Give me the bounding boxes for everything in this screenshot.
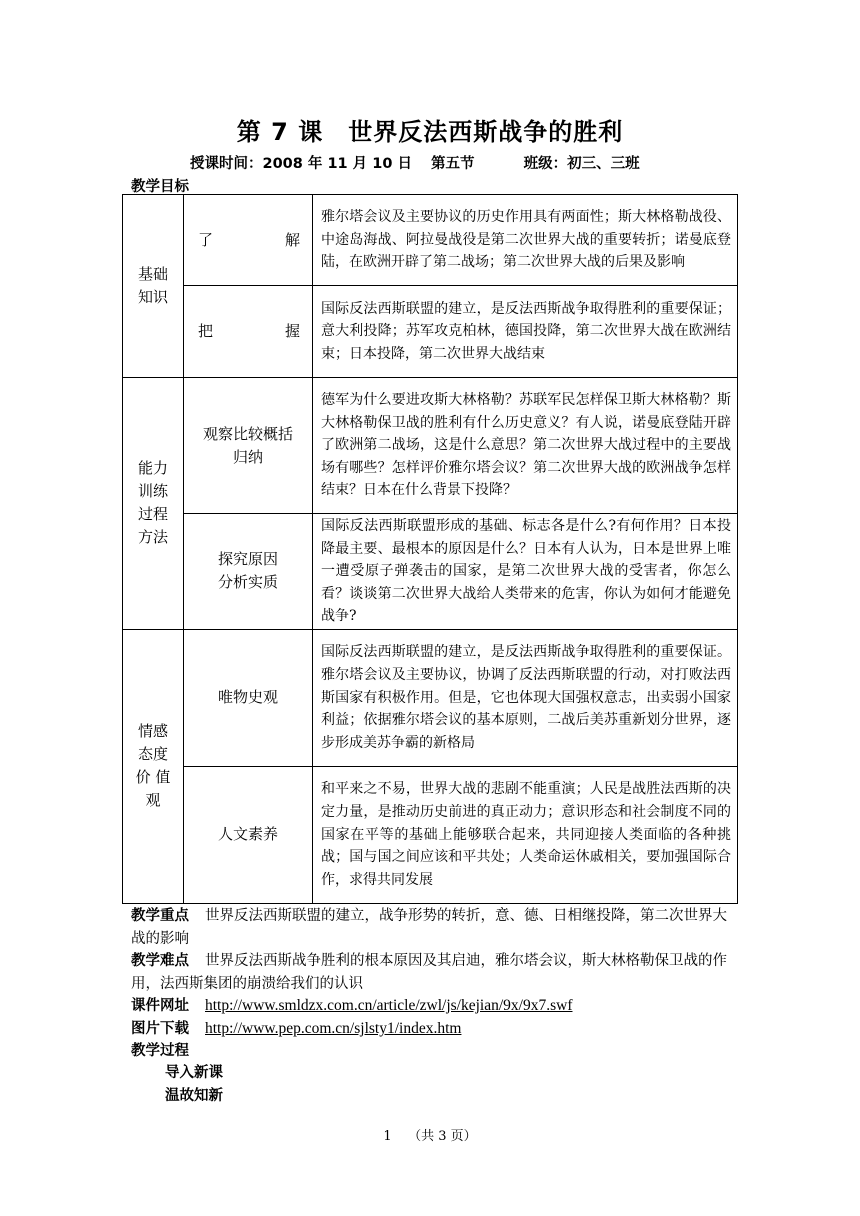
subcategory-observe: 观察比较概括 归纳 <box>184 378 313 514</box>
lesson-time: 授课时间：2008 年 11 月 10 日 <box>190 156 412 172</box>
process-label: 教学过程 <box>131 1043 189 1059</box>
lesson-info <box>190 152 654 173</box>
objective-text: 和平来之不易，世界大战的悲剧不能重演；人民是战胜法西斯的决定力量，是推动历史前进的真正动力；意识形态和社会制度不同的国家在平等的基础上能够联合起来，共同迎接人类面临的各种挑战；国与国之间应该和平共处；人类命运休戚相关，要加强国际合作，求得共同发展 <box>313 766 738 903</box>
objective-text: 国际反法西斯联盟的建立，是反法西斯战争取得胜利的重要保证；意大利投降；苏军攻克柏林，德国投降，第二次世界大战在欧洲结束；日本投降，第二次世界大战结束 <box>313 286 738 378</box>
key-points-label: 教学重点 <box>131 908 189 924</box>
courseware-link[interactable]: http://www.smldzx.com.cn/article/zwl/js/kejian/9x/9x7.swf <box>205 997 573 1014</box>
table-row <box>123 195 738 286</box>
image-download-label: 图片下载 <box>131 1021 189 1037</box>
category-basic: 基础 知识 <box>123 195 184 378</box>
table-row <box>123 629 738 766</box>
table-row <box>123 378 738 514</box>
difficulties <box>131 950 731 995</box>
subcategory-explore: 探究原因 分析实质 <box>184 514 313 630</box>
process <box>131 1040 731 1063</box>
objectives-table <box>122 194 738 904</box>
objective-text: 国际反法西斯联盟形成的基础、标志各是什么?有何作用？日本投降最主要、最根本的原因是什么？日本有人认为，日本是世界上唯一遭受原子弹袭击的国家，是第二次世界大战的受害者，你怎么看？谈谈第二次世界大战给人类带来的危害，你认为如何才能避免战争? <box>313 514 738 630</box>
table-row <box>123 286 738 378</box>
goals-heading: 教学目标 <box>131 179 189 195</box>
courseware <box>131 995 731 1018</box>
lesson-class: 班级：初三、三班 <box>523 156 640 172</box>
process-step: 导入新课 <box>165 1065 223 1081</box>
process-step: 温故知新 <box>165 1088 223 1104</box>
difficulties-label: 教学难点 <box>131 953 189 969</box>
objective-text: 德军为什么要进攻斯大林格勒？苏联军民怎样保卫斯大林格勒？斯大林格勒保卫战的胜利有什么历史意义？有人说，诺曼底登陆开辟了欧洲第二战场，这是什么意思？第二次世界大战过程中的主要战场有哪些？怎样评价雅尔塔会议？第二次世界大战的欧洲战争怎样结束？日本在什么背景下投降？ <box>313 378 738 514</box>
subcategory-humanities: 人文素养 <box>184 766 313 903</box>
difficulties-text: 世界反法西斯战争胜利的根本原因及其启迪，雅尔塔会议，斯大林格勒保卫战的作用，法西斯集团的崩溃给我们的认识 <box>131 953 727 992</box>
subcategory-materialism: 唯物史观 <box>184 629 313 766</box>
objective-text: 国际反法西斯联盟的建立，是反法西斯战争取得胜利的重要保证。雅尔塔会议及主要协议，协调了反法西斯联盟的行动，对打败法西斯国家有积极作用。但是，它也体现大国强权意志，出卖弱小国家利益；依据雅尔塔会议的基本原则，二战后美苏重新划分世界，逐步形成美苏争霸的新格局 <box>313 629 738 766</box>
table-row <box>123 766 738 903</box>
page-number: 1 <box>383 1129 392 1144</box>
page-footer <box>0 1125 860 1144</box>
lesson-period: 第五节 <box>431 156 475 172</box>
page-total: （共 3 页） <box>408 1129 477 1144</box>
subcategory-master: 把 握 <box>184 286 313 378</box>
objective-text: 雅尔塔会议及主要协议的历史作用具有两面性；斯大林格勒战役、中途岛海战、阿拉曼战役是第二次世界大战的重要转折；诺曼底登陆，在欧洲开辟了第二战场；第二次世界大战的后果及影响 <box>313 195 738 286</box>
courseware-label: 课件网址 <box>131 998 189 1014</box>
image-download <box>131 1018 731 1041</box>
table-row <box>123 514 738 630</box>
category-ability: 能力 训练 过程 方法 <box>123 378 184 630</box>
category-emotion: 情感 态度 价 值 观 <box>123 629 184 903</box>
subcategory-understand: 了 解 <box>184 195 313 286</box>
key-points-text: 世界反法西斯联盟的建立，战争形势的转折，意、德、日相继投降，第二次世界大战的影响 <box>131 908 727 947</box>
page-title: 第 7 课 世界反法西斯战争的胜利 <box>236 118 624 146</box>
image-download-link[interactable]: http://www.pep.com.cn/sjlsty1/index.htm <box>205 1020 462 1037</box>
key-points <box>131 905 731 950</box>
